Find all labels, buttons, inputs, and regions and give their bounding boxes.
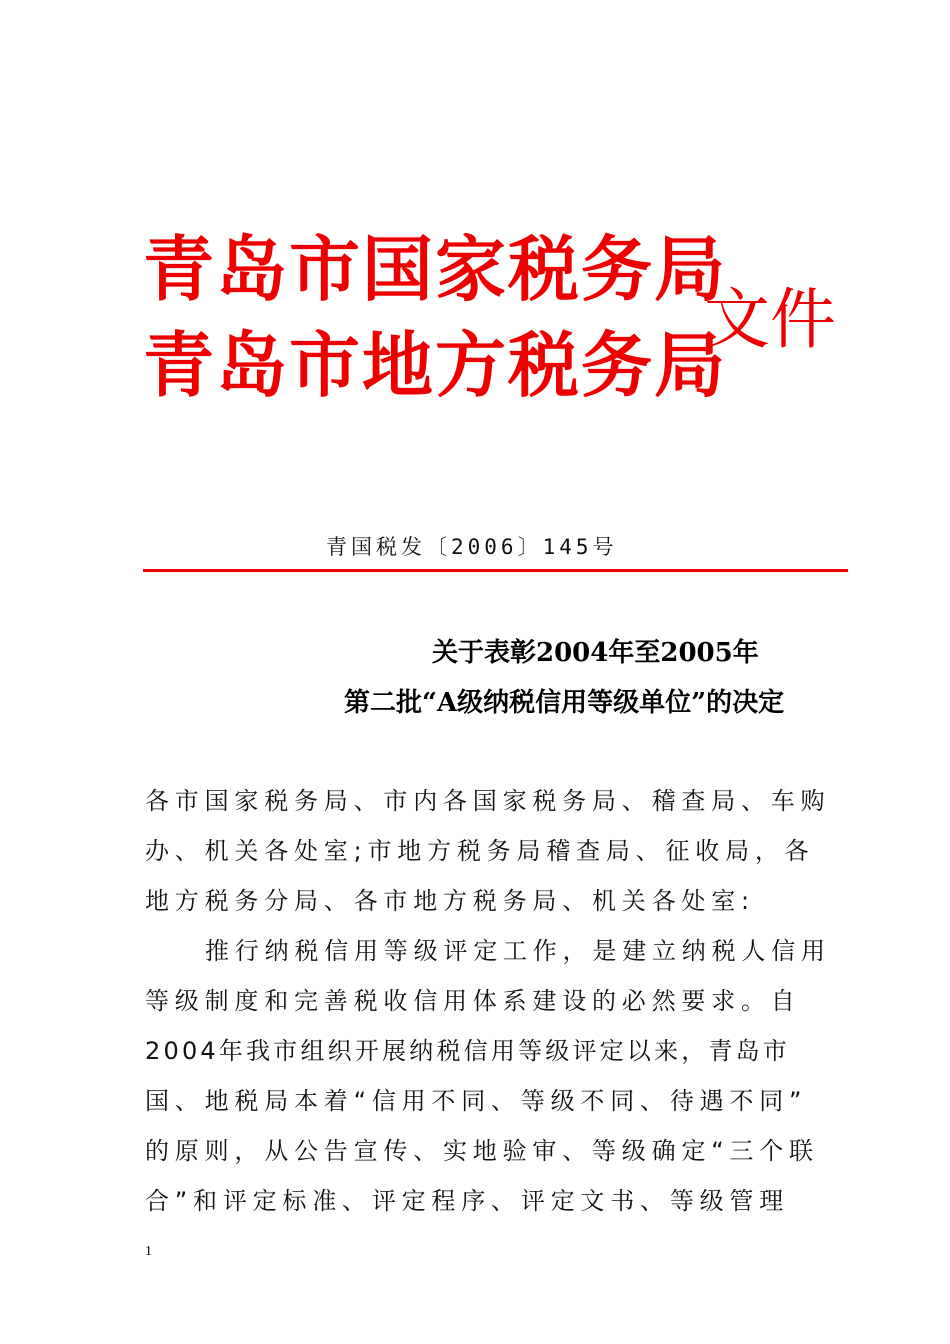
issuer-name-local-tax: 青岛市地方税务局: [143, 324, 728, 407]
document-title-line-1: 关于表彰2004年至2005年: [432, 638, 759, 668]
body-line: 合”和评定标准、评定程序、评定文书、等级管理: [145, 1187, 790, 1215]
body-line: 等级制度和完善税收信用体系建设的必然要求。自: [145, 987, 801, 1015]
red-divider-line: [143, 569, 848, 572]
page-number: 1: [145, 1244, 152, 1259]
body-line: 地方税务分局、各市地方税务局、机关各处室:: [145, 887, 755, 915]
body-line: 的原则，从公告宣传、实地验审、等级确定“三个联: [145, 1137, 819, 1165]
body-line: 国、地税局本着“信用不同、等级不同、待遇不同”: [145, 1087, 808, 1115]
document-number: 青国税发〔2006〕145号: [326, 535, 618, 559]
issuer-name-national-tax: 青岛市国家税务局: [143, 228, 728, 311]
document-title-line-2: 第二批“A级纳税信用等级单位”的决定: [344, 688, 785, 718]
body-line: 2004年我市组织开展纳税信用等级评定以来，青岛市: [145, 1037, 791, 1065]
body-line: 办、机关各处室;市地方税务局稽查局、征收局，各: [145, 837, 815, 865]
document-word-label: 文件: [704, 281, 836, 358]
body-line: 推行纳税信用等级评定工作，是建立纳税人信用: [205, 937, 831, 965]
body-line: 各市国家税务局、市内各国家税务局、稽查局、车购: [145, 787, 831, 815]
